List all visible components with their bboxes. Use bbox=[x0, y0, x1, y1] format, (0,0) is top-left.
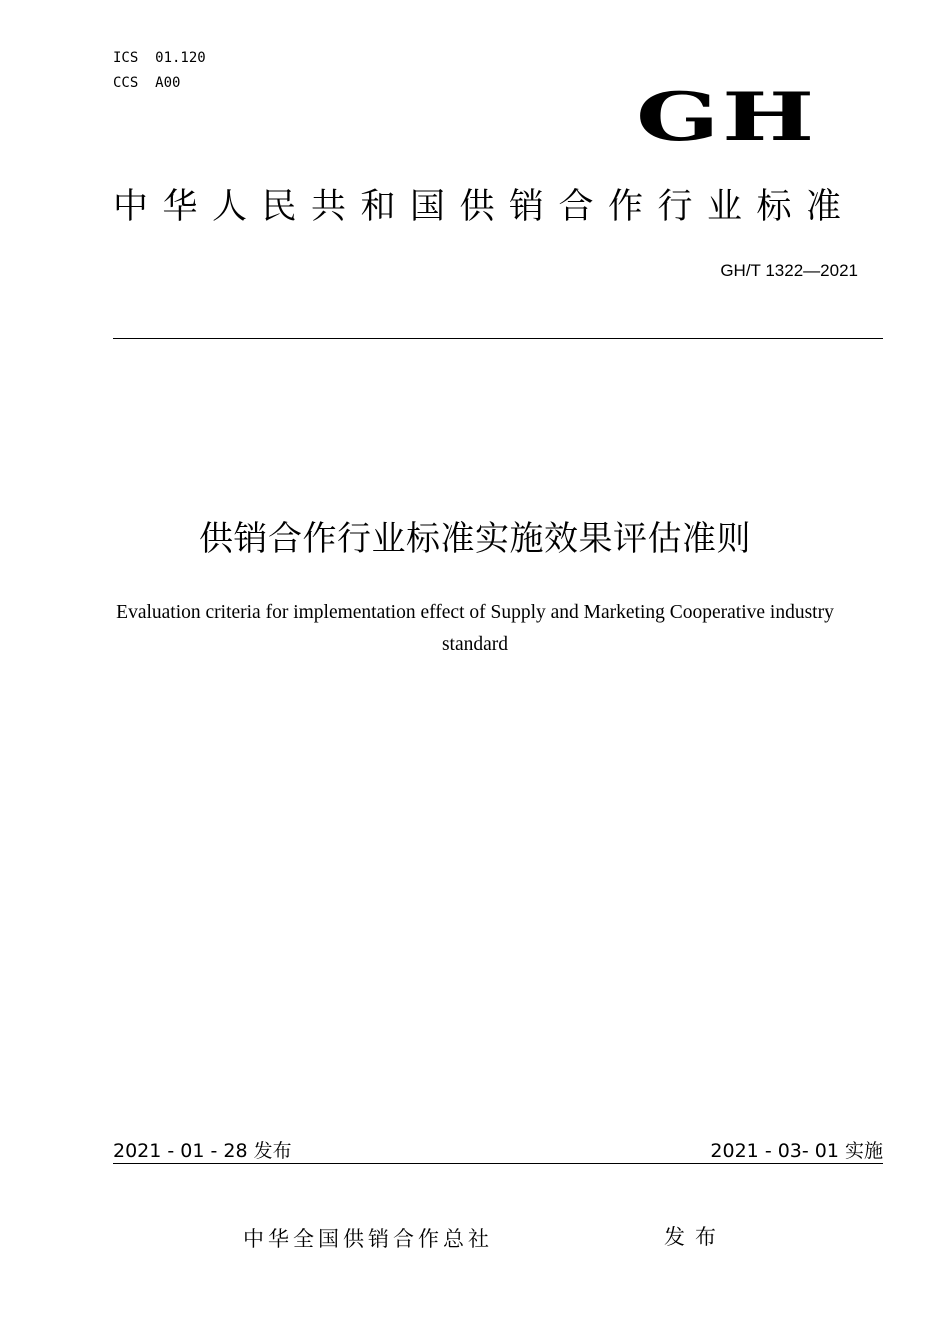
implementation-date: 2021 - 03- 01 实施 bbox=[710, 1140, 883, 1162]
standard-number: GH/T 1322—2021 bbox=[720, 261, 858, 280]
ics-code: ICS 01.120 bbox=[113, 50, 206, 66]
publisher-name: 中华全国供销合作总社 bbox=[243, 1227, 493, 1251]
standard-category-title: 中华人民共和国供销合作行业标准 bbox=[113, 187, 856, 227]
gh-logo: GH bbox=[636, 78, 818, 156]
header-divider bbox=[113, 338, 883, 339]
ccs-code: CCS A00 bbox=[113, 75, 181, 91]
footer-divider bbox=[113, 1163, 883, 1164]
document-title-english: Evaluation criteria for implementation effect of Supply and Marketing Cooperative industry standard bbox=[116, 602, 834, 655]
issue-date: 2021 - 01 - 28 发布 bbox=[113, 1140, 292, 1162]
document-title-chinese: 供销合作行业标准实施效果评估准则 bbox=[199, 519, 751, 559]
publish-label: 发布 bbox=[664, 1225, 726, 1249]
